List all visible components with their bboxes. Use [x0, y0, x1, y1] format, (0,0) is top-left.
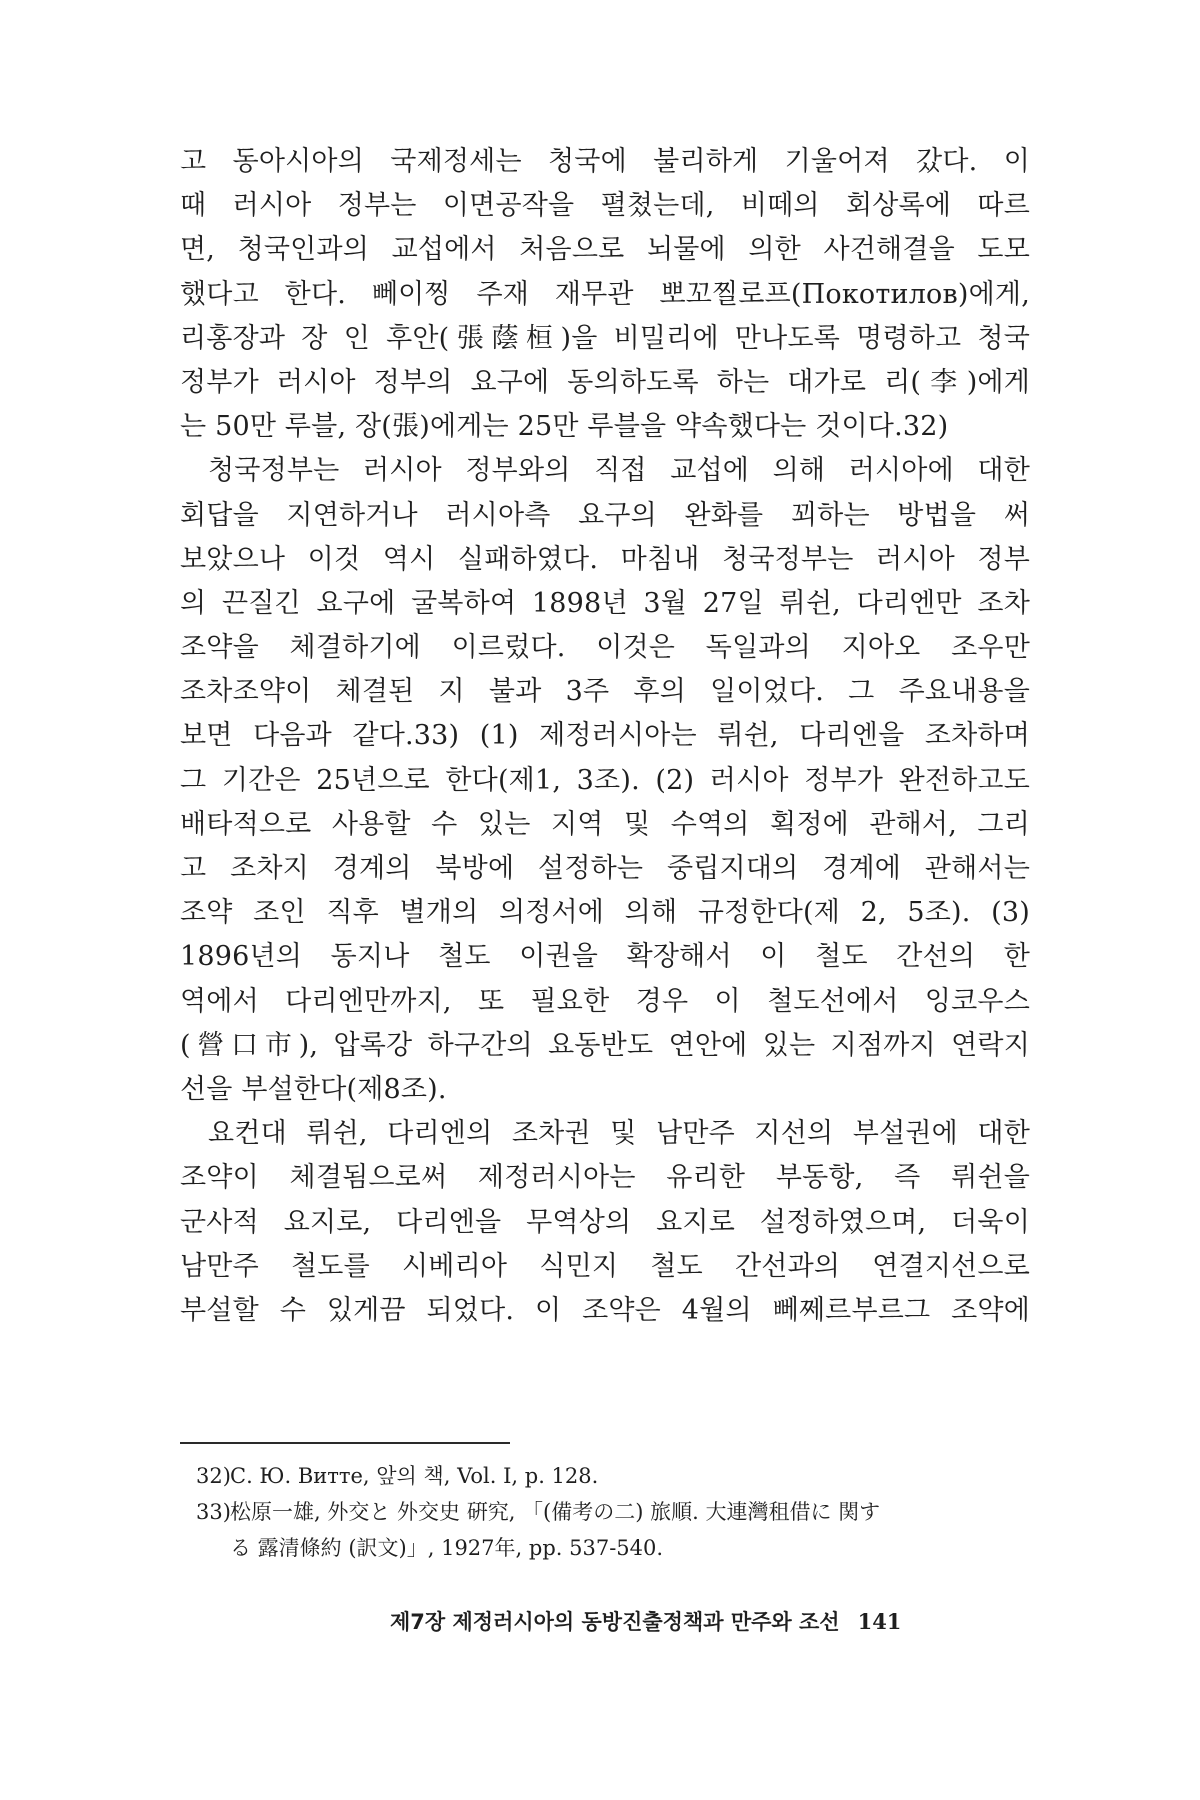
text-line: 보았으나 이것 역시 실패하였다. 마침내 청국정부는 러시아 정부 [180, 543, 1030, 575]
text-line: 1896년의 동지나 철도 이권을 확장해서 이 철도 간선의 한 [180, 941, 1030, 973]
text-line: 조약을 체결하기에 이르렀다. 이것은 독일과의 지아오 조우만 [180, 632, 1030, 664]
text-line: 회답을 지연하거나 러시아측 요구의 완화를 꾀하는 방법을 써 [180, 499, 1030, 531]
text-line: 보면 다음과 같다.33) (1) 제정러시아는 뤼쉰, 다리엔을 조차하며 [180, 720, 1030, 752]
body-text [180, 140, 1030, 1333]
footnotes [196, 1458, 1036, 1566]
page-number: 141 [857, 1609, 902, 1634]
footnote-32 [196, 1458, 1036, 1494]
text-line: 그 기간은 25년으로 한다(제1, 3조). (2) 러시아 정부가 완전하고도 [180, 764, 1030, 796]
text-line: 부설할 수 있게끔 되었다. 이 조약은 4월의 뻬쩨르부르그 조약에 [180, 1294, 1030, 1326]
text-line: 했다고 한다. 뻬이찡 주재 재무관 뽀꼬찔로프(Покотилов)에게, [180, 278, 1030, 310]
footnote-divider [180, 1442, 510, 1444]
footnote-text: る 露清條約 (訳文)」, 1927年, pp. 537-540. [230, 1536, 664, 1560]
running-footer [390, 1606, 1030, 1636]
footnote-number: 32) [196, 1464, 231, 1488]
footnote-number: 33) [196, 1500, 231, 1524]
text-line: 역에서 다리엔만까지, 또 필요한 경우 이 철도선에서 잉코우스 [180, 985, 1030, 1017]
text-line: 면, 청국인과의 교섭에서 처음으로 뇌물에 의한 사건해결을 도모 [180, 234, 1030, 266]
text-line: 조차조약이 체결된 지 불과 3주 후의 일이었다. 그 주요내용을 [180, 676, 1030, 708]
text-line: 남만주 철도를 시베리아 식민지 철도 간선과의 연결지선으로 [180, 1250, 1030, 1282]
text-line: 정부가 러시아 정부의 요구에 동의하도록 하는 대가로 리(李)에게 [180, 366, 1030, 398]
text-line: 배타적으로 사용할 수 있는 지역 및 수역의 획정에 관해서, 그리 [180, 808, 1030, 840]
text-line: 조약이 체결됨으로써 제정러시아는 유리한 부동항, 즉 뤼쉰을 [180, 1162, 1030, 1194]
footnote-33 [196, 1494, 1036, 1530]
footnote-text: С. Ю. Витте, 앞의 책, Vol. I, p. 128. [230, 1464, 599, 1488]
footnote-33-continued [196, 1530, 1036, 1566]
running-title: 제7장 제정러시아의 동방진출정책과 만주와 조선 [390, 1610, 840, 1634]
text-line: 조약 조인 직후 별개의 의정서에 의해 규정한다(제 2, 5조). (3) [180, 897, 1030, 929]
text-line: 고 조차지 경계의 북방에 설정하는 중립지대의 경계에 관해서는 [180, 853, 1030, 884]
text-line: 의 끈질긴 요구에 굴복하여 1898년 3월 27일 뤼쉰, 다리엔만 조차 [180, 587, 1030, 619]
text-line: 는 50만 루블, 장(張)에게는 25만 루블을 약속했다는 것이다.32) [180, 411, 949, 443]
text-line: 군사적 요지로, 다리엔을 무역상의 요지로 설정하였으며, 더욱이 [180, 1206, 1030, 1238]
text-line: 요컨대 뤼쉰, 다리엔의 조차권 및 남만주 지선의 부설권에 대한 [208, 1118, 1030, 1150]
text-line: 고 동아시아의 국제정세는 청국에 불리하게 기울어져 갔다. 이 [180, 146, 1030, 177]
text-line: 선을 부설한다(제8조). [180, 1073, 447, 1105]
text-line: (營口市), 압록강 하구간의 요동반도 연안에 있는 지점까지 연락지 [180, 1029, 1030, 1061]
text-line: 리홍장과 장 인 후안(張蔭桓)을 비밀리에 만나도록 명령하고 청국 [180, 322, 1030, 354]
text-line: 청국정부는 러시아 정부와의 직접 교섭에 의해 러시아에 대한 [208, 455, 1030, 487]
footnote-text: 松原一雄, 外交と 外交史 硏究, 「(備考の二) 旅順. 大連灣租借に 関す [230, 1500, 881, 1524]
text-line: 때 러시아 정부는 이면공작을 펼쳤는데, 비떼의 회상록에 따르 [180, 190, 1030, 222]
